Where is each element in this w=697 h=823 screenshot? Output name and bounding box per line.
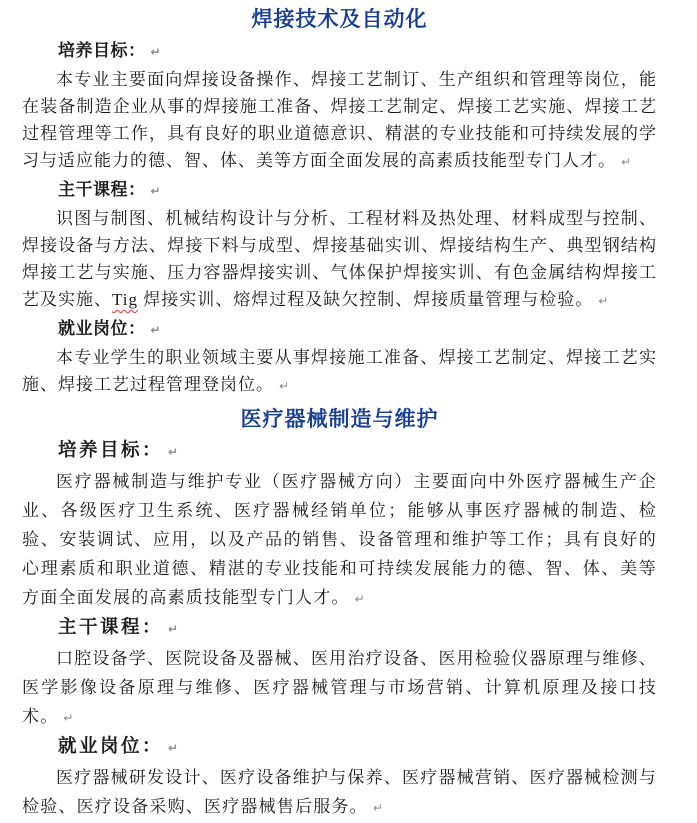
courses-paragraph [22, 644, 657, 733]
paragraph-end-mark: ↵ [598, 294, 609, 308]
courses-text-before: 识图与制图、机械结构设计与分析、工程材料及热处理、材料成型与控制、焊接设备与方法、焊接下料与成型、焊接基础实训、焊接结构生产、典型钢结构焊接工艺与实施、压力容器焊接实训、气体保护焊接实训、有色金属结构焊接工艺及实施、 [22, 209, 657, 309]
section-medical-devices [22, 406, 657, 823]
paragraph-end-mark: ↵ [279, 379, 290, 393]
jobs-heading-label: 就业岗位： [58, 319, 146, 338]
paragraph-end-mark: ↵ [354, 592, 365, 606]
paragraph-end-mark: ↵ [150, 323, 161, 337]
goal-heading-label: 培养目标： [58, 441, 164, 461]
courses-heading [22, 176, 657, 205]
paragraph-end-mark: ↵ [63, 711, 74, 725]
courses-text: 口腔设备学、医院设备及器械、医用治疗设备、医用检验仪器原理与维修、医学影像设备原理与维修、医疗器械管理与市场营销、计算机原理及接口技术。 [22, 649, 657, 726]
paragraph-end-mark: ↵ [168, 622, 179, 636]
goal-text: 医疗器械制造与维护专业（医疗器械方向）主要面向中外医疗器械生产企业、各级医疗卫生系统、医疗器械经销单位；能够从事医疗器械的制造、检验、安装调试、应用，以及产品的销售、设备管理和维护等工作；具有良好的心理素质和职业道德、精湛的专业技能和可持续发展能力的德、智、体、美等方面全面发展的高素质技能型专门人才。 [22, 472, 657, 607]
paragraph-end-mark: ↵ [150, 45, 161, 59]
courses-paragraph [22, 205, 657, 315]
jobs-heading-label: 就业岗位： [58, 737, 164, 757]
goal-paragraph [22, 66, 657, 176]
paragraph-end-mark: ↵ [621, 155, 632, 169]
section-title-welding: 焊接技术及自动化 [251, 8, 428, 31]
section-welding-technology [22, 6, 657, 400]
goal-heading [22, 37, 657, 66]
paragraph-end-mark: ↵ [372, 801, 383, 815]
courses-heading-label: 主干课程： [58, 180, 146, 199]
jobs-text: 医疗器械研发设计、医疗设备维护与保养、医疗器械营销、医疗器械检测与检验、医疗设备采购、医疗器械售后服务。 [22, 768, 657, 816]
jobs-text: 本专业学生的职业领域主要从事焊接施工准备、焊接工艺制定、焊接工艺实施、焊接工艺过程管理登岗位。 [22, 348, 657, 394]
paragraph-end-mark: ↵ [168, 445, 179, 459]
spellcheck-word-tig: Tig [112, 290, 139, 309]
paragraph-end-mark: ↵ [150, 184, 161, 198]
courses-text-after: 焊接实训、熔焊过程及缺欠控制、焊接质量管理与检验。 [138, 290, 594, 309]
section-title-medical: 医疗器械制造与维护 [240, 408, 439, 431]
goal-heading [22, 437, 657, 467]
jobs-paragraph [22, 344, 657, 400]
paragraph-end-mark: ↵ [168, 741, 179, 755]
goal-paragraph [22, 467, 657, 614]
jobs-heading [22, 315, 657, 344]
courses-heading-label: 主干课程： [58, 618, 164, 638]
jobs-heading [22, 733, 657, 763]
jobs-paragraph [22, 763, 657, 823]
courses-heading [22, 614, 657, 644]
goal-heading-label: 培养目标： [58, 41, 146, 60]
goal-text: 本专业主要面向焊接设备操作、焊接工艺制订、生产组织和管理等岗位，能在装备制造企业从事的焊接施工准备、焊接工艺制定、焊接工艺实施、焊接工艺过程管理等工作，具有良好的职业道德意识、精湛的专业技能和可持续发展的学习与适应能力的德、智、体、美等方面全面发展的高素质技能型专门人才。 [22, 70, 657, 170]
